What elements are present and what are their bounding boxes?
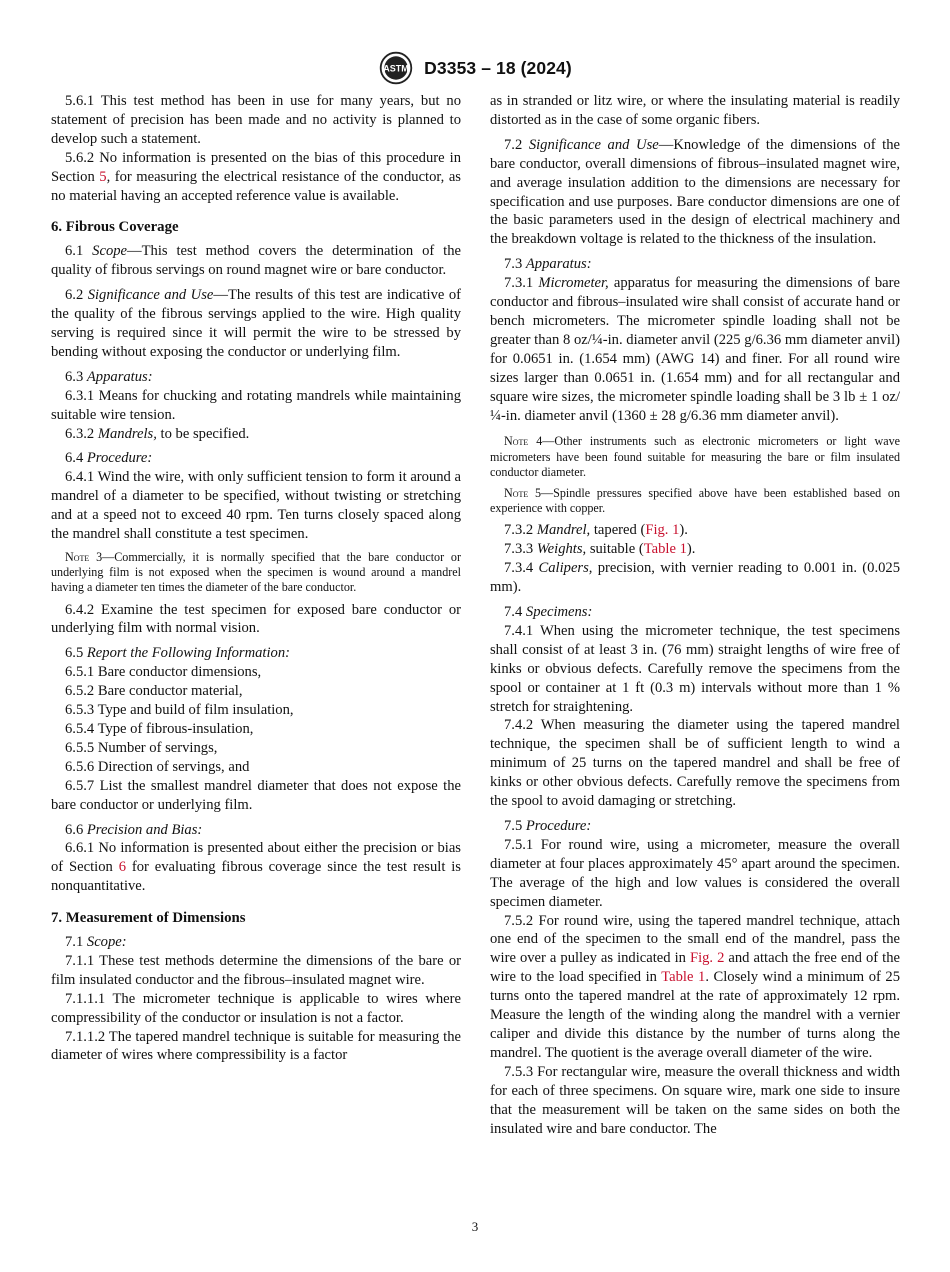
para-6-5-6: 6.5.6 Direction of servings, and [65,758,250,775]
para-7-3-1: 7.3.1 Micrometer, apparatus for measuring the dimensions of bare conductor and fibrous–insulated wire shall consist of accurate hand or bench micrometers. The micrometer spindle loading shall not be greater than 8 oz/¼-in. diameter anvil (225 g/6.36 mm diameter anvil) for 0.0651 in. (1.654 mm) (AWG 14) and finer. For all round wire sizes larger than 0.0651 in. (1.654 mm) and for all rectangular and square wire sizes, the micrometer spindle loading shall be 3 lb ± 1 oz/¼-in. diameter anvil (1360 ± 28 g/6.36 mm diameter anvil). [490,275,900,424]
para-7-5-2: 7.5.2 For round wire, using the tapered mandrel technique, attach one end of the specimen to the small end of the mandrel, pass the wire over a pulley as indicated in Fig. 2 and attach the free end of the wire to the load specified in Table 1. Closely wind a minimum of 25 turns onto the tapered mandrel at the rate of approximately 12 rpm. Measure the length of the winding along the mandrel with a vernier caliper and divide this distance by the number of turns along the mandrel. The quotient is the average overall diameter of the wire. [490,912,900,1061]
heading-6: 6. Fibrous Coverage [51,219,179,236]
para-7-1-1: 7.1.1 These test methods determine the dimensions of the bare or film insulated conductor and the fibrous–insulated magnet wire. [51,952,461,988]
table-1-link-2[interactable]: Table 1 [661,969,706,986]
para-7-4-1: 7.4.1 When using the micrometer technique, the test specimens shall consist of at least 3 in. (76 mm) straight lengths of wire free of kinks or obvious defects. Carefully remove the specimens from the spool or container at 1 ft (0.3 m) intervals without more than 1 % stretch for straightening. [490,622,900,715]
para-6-5-3: 6.5.3 Type and build of film insulation, [65,702,294,719]
para-7-5-1: 7.5.1 For round wire, using a micrometer, measure the overall diameter at four places approximately 45° apart around the specimen. The average of the high and low values is considered the overall specimen diameter. [490,836,900,910]
para-7-4: 7.4 Specimens: [504,604,593,621]
para-6-5-5: 6.5.5 Number of servings, [65,739,218,756]
document-designation: D3353 – 18 (2024) [424,57,572,78]
para-7-1: 7.1 Scope: [65,934,127,951]
para-6-6-1: 6.6.1 No information is presented about either the precision or bias of Section 6 for evaluating fibrous coverage since the test result is nonquantitative. [51,840,461,895]
para-6-4-1: 6.4.1 Wind the wire, with only sufficient tension to form it around a mandrel of a diameter to be specified, without twisting or stretching and at a speed not to exceed 40 rpm. Ten turns closely spaced along the mandrel shall constitute a test specimen. [51,469,461,543]
para-7-3-2: 7.3.2 Mandrel, tapered (Fig. 1). [504,522,688,539]
para-7-5-3: 7.5.3 For rectangular wire, measure the overall thickness and width for each of three specimens. On square wire, mark one side to insure that the measurement will be taken on the same sides on both the insulated wire and bare conductor. The [490,1063,900,1137]
para-7-3-4: 7.3.4 Calipers, precision, with vernier reading to 0.001 in. (0.025 mm). [490,560,900,596]
para-7-3-3: 7.3.3 Weights, suitable (Table 1). [504,541,696,558]
para-7-5: 7.5 Procedure: [504,818,592,835]
para-6-5: 6.5 Report the Following Information: [65,645,290,662]
section-5-link[interactable]: 5 [99,168,107,185]
section-6-link[interactable]: 6 [118,859,126,876]
para-6-4-2: 6.4.2 Examine the test specimen for exposed bare conductor or underlying film with normal vision. [51,601,461,637]
para-6-5-7: 6.5.7 List the smallest mandrel diameter that does not expose the bare conductor or underlying film. [51,777,461,813]
page-header [0,50,950,86]
para-7-1-1-2: 7.1.1.2 The tapered mandrel technique is suitable for measuring the diameter of wires where compressibility is a factor [51,1028,461,1064]
para-6-6: 6.6 Precision and Bias: [65,821,203,838]
para-7-3: 7.3 Apparatus: [504,256,592,273]
para-continuation: as in stranded or litz wire, or where the insulating material is readily distorted as in the case of some organic fibers. [490,93,900,128]
astm-logo-icon [378,50,414,86]
para-6-4: 6.4 Procedure: [65,450,153,467]
para-6-3: 6.3 Apparatus: [65,368,153,385]
table-1-link[interactable]: Table 1 [643,541,687,558]
fig-1-link[interactable]: Fig. 1 [645,522,680,539]
para-6-1: 6.1 Scope—This test method covers the determination of the quality of fibrous servings on round magnet wire or bare conductor. [51,243,462,279]
para-6-3-2: 6.3.2 Mandrels, to be specified. [65,425,250,442]
para-7-1-1-1: 7.1.1.1 The micrometer technique is applicable to wires where compressibility of the conductor or insulation is not a factor. [51,990,461,1026]
para-6-5-2: 6.5.2 Bare conductor material, [65,683,243,700]
heading-7: 7. Measurement of Dimensions [51,910,246,927]
para-5-6-2: 5.6.2 No information is presented on the bias of this procedure in Section 5, for measuring the electrical resistance of the conductor, as no material having an accepted reference value is available. [51,149,461,204]
fig-2-link[interactable]: Fig. 2 [689,950,725,967]
para-7-4-2: 7.4.2 When measuring the diameter using the tapered mandrel technique, the specimen shall be of sufficient length to wind a minimum of 25 turns on the tapered mandrel and shall be free of kinks or other obvious defects. Carefully remove the specimens from the spool to avoid damaging or stretching. [490,717,900,810]
left-column [51,92,461,1065]
para-6-2: 6.2 Significance and Use—The results of this test are indicative of the quality of the fibrous servings applied to the wire. High quality serving is required since it will permit the wire to be stressed by bending without exposing the conductor or underlying film. [51,287,461,360]
para-6-3-1: 6.3.1 Means for chucking and rotating mandrels while maintaining suitable wire tension. [51,387,461,423]
para-7-2: 7.2 Significance and Use—Knowledge of the dimensions of the bare conductor, overall dimensions of fibrous–insulated magnet wire, and average insulation addition to the dimensions are necessary for specification and use purposes. Bare conductor dimensions are one of the basic parameters used in the design of electrical machinery and the breakdown voltage is related to the thickness of the insulation. [490,136,900,248]
para-5-6-1: 5.6.1 This test method has been in use for many years, but no statement of precision has been made and no activity is planned to develop such a statement. [51,93,461,147]
note-5: Note 5—Spindle pressures specified above have been established based on experience with copper. [490,486,900,516]
para-6-5-1: 6.5.1 Bare conductor dimensions, [65,664,262,681]
logo-lettering: ASTM [383,63,409,74]
para-6-5-4: 6.5.4 Type of fibrous-insulation, [65,720,254,737]
note-4: Note 4—Other instruments such as electronic micrometers or light wave micrometers have been found suitable for measuring the bare or film insulated conductor diameter. [490,434,900,479]
page-number: 3 [471,1219,479,1234]
right-column [490,92,900,1138]
note-3: Note 3—Commercially, it is normally specified that the bare conductor or underlying film is not exposed when the specimen is wound around a mandrel having a diameter ten times the diameter of the bare conductor. [51,549,461,595]
